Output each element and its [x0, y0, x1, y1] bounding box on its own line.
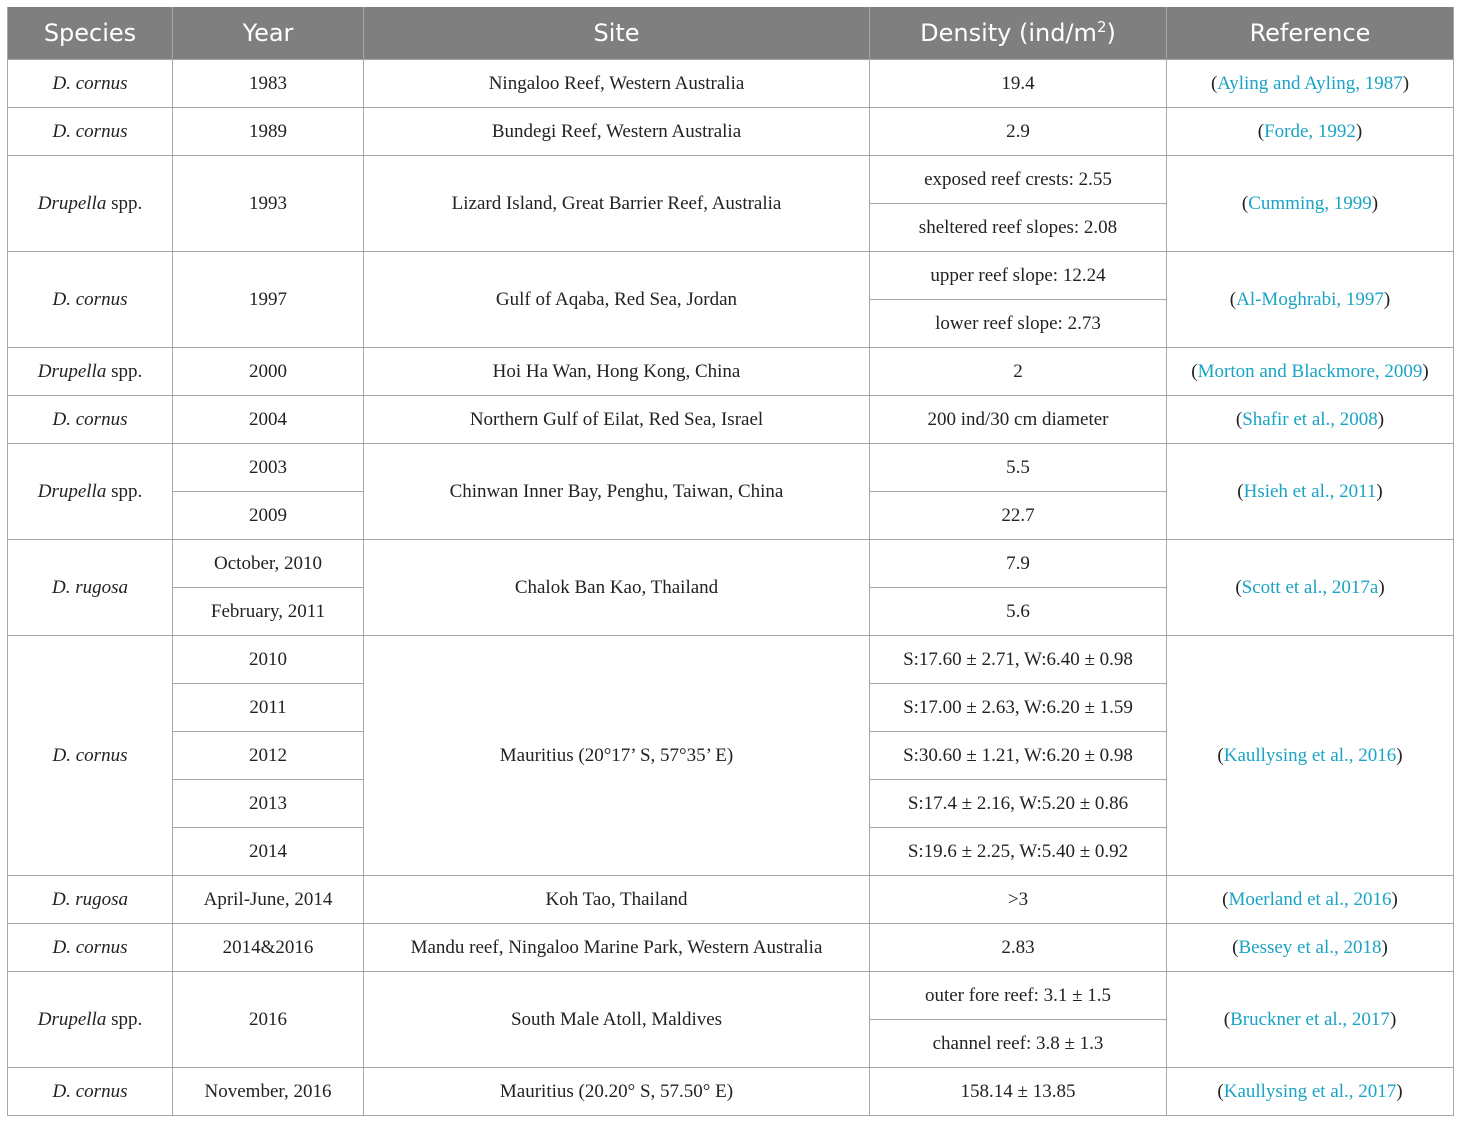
year-cell: 1983: [173, 60, 364, 108]
species-name: D. cornus: [52, 72, 128, 94]
table-row: [8, 876, 1454, 924]
species-cell: [8, 876, 173, 924]
reference-link[interactable]: Kaullysing et al., 2017: [1223, 1080, 1397, 1102]
reference-link[interactable]: Hsieh et al., 2011: [1243, 480, 1377, 502]
density-cell: S:17.4 ± 2.16, W:5.20 ± 0.86: [870, 780, 1167, 828]
density-cell: 200 ind/30 cm diameter: [870, 396, 1167, 444]
reference-cell: (Bruckner et al., 2017): [1167, 972, 1454, 1068]
year-cell: 2003: [173, 444, 364, 492]
species-suffix: spp.: [106, 480, 143, 502]
reference-link[interactable]: Bruckner et al., 2017: [1230, 1008, 1390, 1030]
year-cell: 2016: [173, 972, 364, 1068]
site-cell: Hoi Ha Wan, Hong Kong, China: [364, 348, 870, 396]
site-cell: Mauritius (20.20° S, 57.50° E): [364, 1068, 870, 1116]
table-row: [8, 1068, 1454, 1116]
table-row: [8, 924, 1454, 972]
header-row: [8, 7, 1454, 60]
species-cell: [8, 924, 173, 972]
reference-cell: (Cumming, 1999): [1167, 156, 1454, 252]
species-cell: [8, 108, 173, 156]
species-cell: [8, 540, 173, 636]
reference-link[interactable]: Shafir et al., 2008: [1242, 408, 1378, 430]
species-cell: [8, 396, 173, 444]
header-reference: Reference: [1167, 7, 1454, 60]
year-cell: 2012: [173, 732, 364, 780]
reference-link[interactable]: Morton and Blackmore, 2009: [1197, 360, 1423, 382]
header-density-sup: 2: [1096, 18, 1107, 36]
table-row: [8, 348, 1454, 396]
site-cell: Mandu reef, Ningaloo Marine Park, Western Australia: [364, 924, 870, 972]
year-cell: 2010: [173, 636, 364, 684]
header-density: [870, 7, 1167, 60]
header-site: Site: [364, 7, 870, 60]
reference-cell: (Ayling and Ayling, 1987): [1167, 60, 1454, 108]
reference-link[interactable]: Al-Moghrabi, 1997: [1236, 288, 1384, 310]
density-cell: S:30.60 ± 1.21, W:6.20 ± 0.98: [870, 732, 1167, 780]
site-cell: Chinwan Inner Bay, Penghu, Taiwan, China: [364, 444, 870, 540]
table-row: [8, 156, 1454, 204]
species-cell: [8, 636, 173, 876]
table-row: [8, 108, 1454, 156]
density-cell: 2: [870, 348, 1167, 396]
reference-cell: (Scott et al., 2017a): [1167, 540, 1454, 636]
species-name: D. cornus: [52, 936, 128, 958]
site-cell: Lizard Island, Great Barrier Reef, Australia: [364, 156, 870, 252]
species-cell: [8, 60, 173, 108]
year-cell: 2004: [173, 396, 364, 444]
table-row: [8, 972, 1454, 1020]
density-cell: channel reef: 3.8 ± 1.3: [870, 1020, 1167, 1068]
density-cell: >3: [870, 876, 1167, 924]
density-cell: S:19.6 ± 2.25, W:5.40 ± 0.92: [870, 828, 1167, 876]
header-density-text: Density (ind/m: [920, 19, 1097, 47]
reference-link[interactable]: Kaullysing et al., 2016: [1223, 744, 1397, 766]
species-name: Drupella: [37, 360, 107, 382]
density-cell: 5.6: [870, 588, 1167, 636]
density-cell: upper reef slope: 12.24: [870, 252, 1167, 300]
reference-link[interactable]: Ayling and Ayling, 1987: [1217, 72, 1403, 94]
table-row: [8, 444, 1454, 492]
header-year: Year: [173, 7, 364, 60]
reference-link[interactable]: Cumming, 1999: [1248, 192, 1372, 214]
species-name: D. rugosa: [51, 576, 128, 598]
header-species: Species: [8, 7, 173, 60]
density-cell: 2.9: [870, 108, 1167, 156]
species-cell: [8, 252, 173, 348]
year-cell: November, 2016: [173, 1068, 364, 1116]
density-cell: outer fore reef: 3.1 ± 1.5: [870, 972, 1167, 1020]
species-suffix: spp.: [106, 192, 143, 214]
reference-cell: (Morton and Blackmore, 2009): [1167, 348, 1454, 396]
header-density-end: ): [1106, 19, 1116, 47]
site-cell: Ningaloo Reef, Western Australia: [364, 60, 870, 108]
species-name: D. cornus: [52, 744, 128, 766]
site-cell: Northern Gulf of Eilat, Red Sea, Israel: [364, 396, 870, 444]
year-cell: April-June, 2014: [173, 876, 364, 924]
species-name: D. rugosa: [51, 888, 128, 910]
species-name: D. cornus: [52, 120, 128, 142]
density-cell: lower reef slope: 2.73: [870, 300, 1167, 348]
reference-link[interactable]: Moerland et al., 2016: [1228, 888, 1392, 910]
density-cell: exposed reef crests: 2.55: [870, 156, 1167, 204]
reference-cell: (Moerland et al., 2016): [1167, 876, 1454, 924]
density-cell: 158.14 ± 13.85: [870, 1068, 1167, 1116]
reference-link[interactable]: Bessey et al., 2018: [1238, 936, 1382, 958]
reference-cell: (Kaullysing et al., 2017): [1167, 1068, 1454, 1116]
species-cell: [8, 156, 173, 252]
density-cell: 19.4: [870, 60, 1167, 108]
reference-cell: (Al-Moghrabi, 1997): [1167, 252, 1454, 348]
density-cell: 2.83: [870, 924, 1167, 972]
species-cell: [8, 348, 173, 396]
species-name: Drupella: [37, 480, 107, 502]
site-cell: South Male Atoll, Maldives: [364, 972, 870, 1068]
reference-cell: (Kaullysing et al., 2016): [1167, 636, 1454, 876]
year-cell: 2011: [173, 684, 364, 732]
density-cell: 5.5: [870, 444, 1167, 492]
reference-cell: (Shafir et al., 2008): [1167, 396, 1454, 444]
site-cell: Koh Tao, Thailand: [364, 876, 870, 924]
table-row: [8, 540, 1454, 588]
species-name: D. cornus: [52, 288, 128, 310]
year-cell: 2013: [173, 780, 364, 828]
site-cell: Mauritius (20°17’ S, 57°35’ E): [364, 636, 870, 876]
density-cell: 22.7: [870, 492, 1167, 540]
reference-cell: (Hsieh et al., 2011): [1167, 444, 1454, 540]
density-cell: S:17.00 ± 2.63, W:6.20 ± 1.59: [870, 684, 1167, 732]
reference-link[interactable]: Scott et al., 2017a: [1241, 576, 1379, 598]
species-cell: [8, 1068, 173, 1116]
year-cell: 1997: [173, 252, 364, 348]
species-name: Drupella: [37, 1008, 107, 1030]
species-name: D. cornus: [52, 408, 128, 430]
reference-link[interactable]: Forde, 1992: [1264, 120, 1356, 142]
density-cell: sheltered reef slopes: 2.08: [870, 204, 1167, 252]
density-table: [7, 7, 1454, 1116]
table-row: [8, 636, 1454, 684]
year-cell: 2000: [173, 348, 364, 396]
site-cell: Gulf of Aqaba, Red Sea, Jordan: [364, 252, 870, 348]
table-row: [8, 252, 1454, 300]
site-cell: Chalok Ban Kao, Thailand: [364, 540, 870, 636]
year-cell: 2009: [173, 492, 364, 540]
reference-cell: (Bessey et al., 2018): [1167, 924, 1454, 972]
year-cell: 2014&2016: [173, 924, 364, 972]
density-cell: S:17.60 ± 2.71, W:6.40 ± 0.98: [870, 636, 1167, 684]
year-cell: 1993: [173, 156, 364, 252]
density-cell: 7.9: [870, 540, 1167, 588]
year-cell: 2014: [173, 828, 364, 876]
species-name: Drupella: [37, 192, 107, 214]
species-cell: [8, 444, 173, 540]
table-row: [8, 60, 1454, 108]
year-cell: February, 2011: [173, 588, 364, 636]
species-name: D. cornus: [52, 1080, 128, 1102]
year-cell: 1989: [173, 108, 364, 156]
site-cell: Bundegi Reef, Western Australia: [364, 108, 870, 156]
species-cell: [8, 972, 173, 1068]
reference-cell: (Forde, 1992): [1167, 108, 1454, 156]
table-body: [8, 60, 1454, 1116]
species-suffix: spp.: [106, 1008, 143, 1030]
table-row: [8, 396, 1454, 444]
species-suffix: spp.: [106, 360, 143, 382]
year-cell: October, 2010: [173, 540, 364, 588]
